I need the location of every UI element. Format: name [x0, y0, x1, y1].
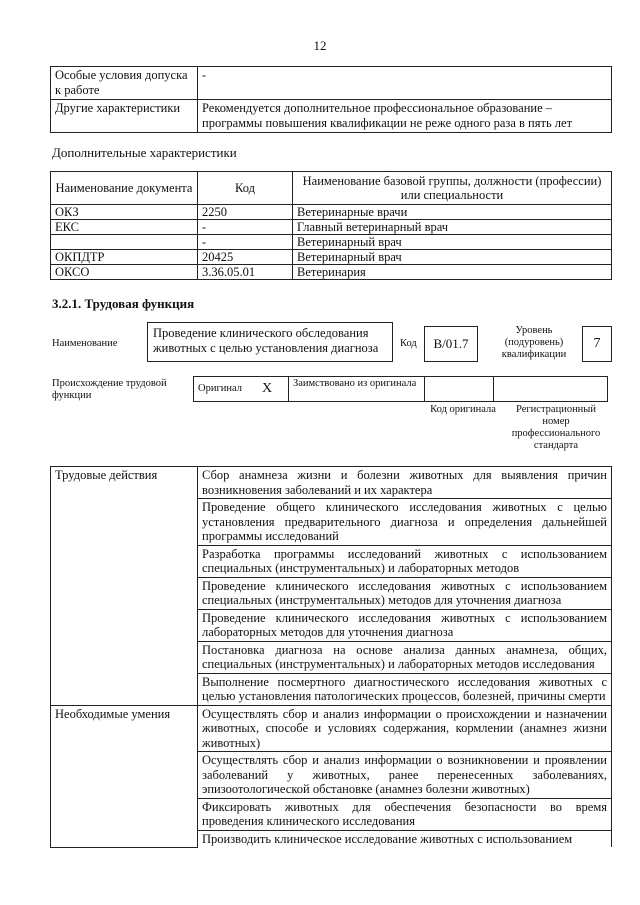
table-row: [51, 220, 612, 235]
table-row: [51, 100, 612, 133]
table-cell: Ветеринария: [293, 265, 612, 280]
table-row: [51, 705, 612, 752]
function-details-table: [50, 466, 612, 848]
skill-item: Производить клиническое исследование животных с использованием: [198, 830, 612, 847]
table-cell: 3.36.05.01: [198, 265, 293, 280]
additional-title: Дополнительные характеристики: [52, 145, 237, 160]
origin-original-label: Оригинал: [198, 383, 242, 394]
table-cell: -: [198, 235, 293, 250]
origin-borrowed-cell: Заимствовано из оригинала: [288, 376, 425, 402]
activity-item: Сбор анамнеза жизни и болезни животных для выявления причин возникновения заболеваний и их характера: [198, 467, 612, 499]
section-title: 3.2.1. Трудовая функция: [52, 296, 195, 311]
table-cell: -: [198, 220, 293, 235]
table-cell: 20425: [198, 250, 293, 265]
activity-item: Разработка программы исследований животных с использованием специальных (инструментальных) и лабораторных методов: [198, 545, 612, 577]
origin-row: [193, 376, 608, 402]
column-header: Код: [198, 172, 293, 205]
activity-item: Проведение общего клинического исследования животных с целью установления предварительного диагноза и определения дальнейшей программы исследований: [198, 499, 612, 546]
table-cell: Ветеринарные врачи: [293, 205, 612, 220]
condition-value: Рекомендуется дополнительное профессиональное образование – программы повышения квалификации не реже одного раза в пять лет: [198, 100, 612, 133]
column-header: Наименование документа: [51, 172, 198, 205]
origin-label: Происхождение трудовой функции: [52, 378, 167, 401]
conditions-table: [50, 66, 612, 133]
reg-number-cell: [493, 376, 608, 402]
table-cell: ЕКС: [51, 220, 198, 235]
table-cell: [51, 235, 198, 250]
level-label: Уровень (подуровень) квалификации: [501, 325, 567, 360]
additional-table: [50, 171, 612, 280]
table-row: [51, 250, 612, 265]
table-header-row: [51, 172, 612, 205]
page-number: 12: [313, 38, 327, 53]
name-label: Наименование: [52, 338, 118, 349]
activity-item: Постановка диагноза на основе анализа данных анамнеза, общих, специальных (инструментальных) и лабораторных методов исследования: [198, 641, 612, 673]
table-cell: 2250: [198, 205, 293, 220]
column-header: Наименование базовой группы, должности (профессии) или специальности: [293, 172, 612, 205]
code-original-label: Код оригинала: [430, 404, 496, 415]
table-cell: ОКПДТР: [51, 250, 198, 265]
origin-mark: Х: [262, 381, 273, 396]
skill-item: Фиксировать животных для обеспечения безопасности во время проведения клинического исследования: [198, 798, 612, 830]
condition-value: -: [198, 67, 612, 100]
table-row: [51, 235, 612, 250]
table-cell: Ветеринарный врач: [293, 235, 612, 250]
table-cell: Ветеринарный врач: [293, 250, 612, 265]
table-cell: ОКСО: [51, 265, 198, 280]
origin-original-cell: [193, 376, 289, 402]
activity-item: Проведение клинического исследования животных с использованием специальных (инструментальных) методов для уточнения диагноза: [198, 577, 612, 609]
qualification-level-box: 7: [582, 326, 612, 362]
activities-label: Трудовые действия: [51, 467, 198, 706]
reg-number-label: Регистрационный номер профессионального стандарта: [511, 404, 601, 451]
table-row: [51, 67, 612, 100]
function-name-box: Проведение клинического обследования животных с целью установления диагноза: [147, 322, 393, 362]
code-original-cell: [424, 376, 494, 402]
skill-item: Осуществлять сбор и анализ информации о происхождении и назначении животных, способе и условиях содержания, кормлении (анамнез жизни животных): [198, 705, 612, 752]
condition-label: Особые условия допуска к работе: [51, 67, 198, 100]
table-row: [51, 205, 612, 220]
activity-item: Выполнение посмертного диагностического исследования животных с целью установления патологических процессов, болезней, причины смерти: [198, 673, 612, 705]
table-row: [51, 265, 612, 280]
table-cell: Главный ветеринарный врач: [293, 220, 612, 235]
code-label: Код: [400, 338, 417, 349]
table-cell: ОКЗ: [51, 205, 198, 220]
skill-item: Осуществлять сбор и анализ информации о возникновении и проявлении заболеваний у животных, ранее перенесенных заболеваниях, эпизоотологической обстановке (анамнез болезни животных): [198, 752, 612, 799]
function-code-box: В/01.7: [424, 326, 478, 362]
table-row: [51, 467, 612, 499]
skills-label: Необходимые умения: [51, 705, 198, 847]
activity-item: Проведение клинического исследования животных с использованием лабораторных методов для уточнения диагноза: [198, 609, 612, 641]
condition-label: Другие характеристики: [51, 100, 198, 133]
